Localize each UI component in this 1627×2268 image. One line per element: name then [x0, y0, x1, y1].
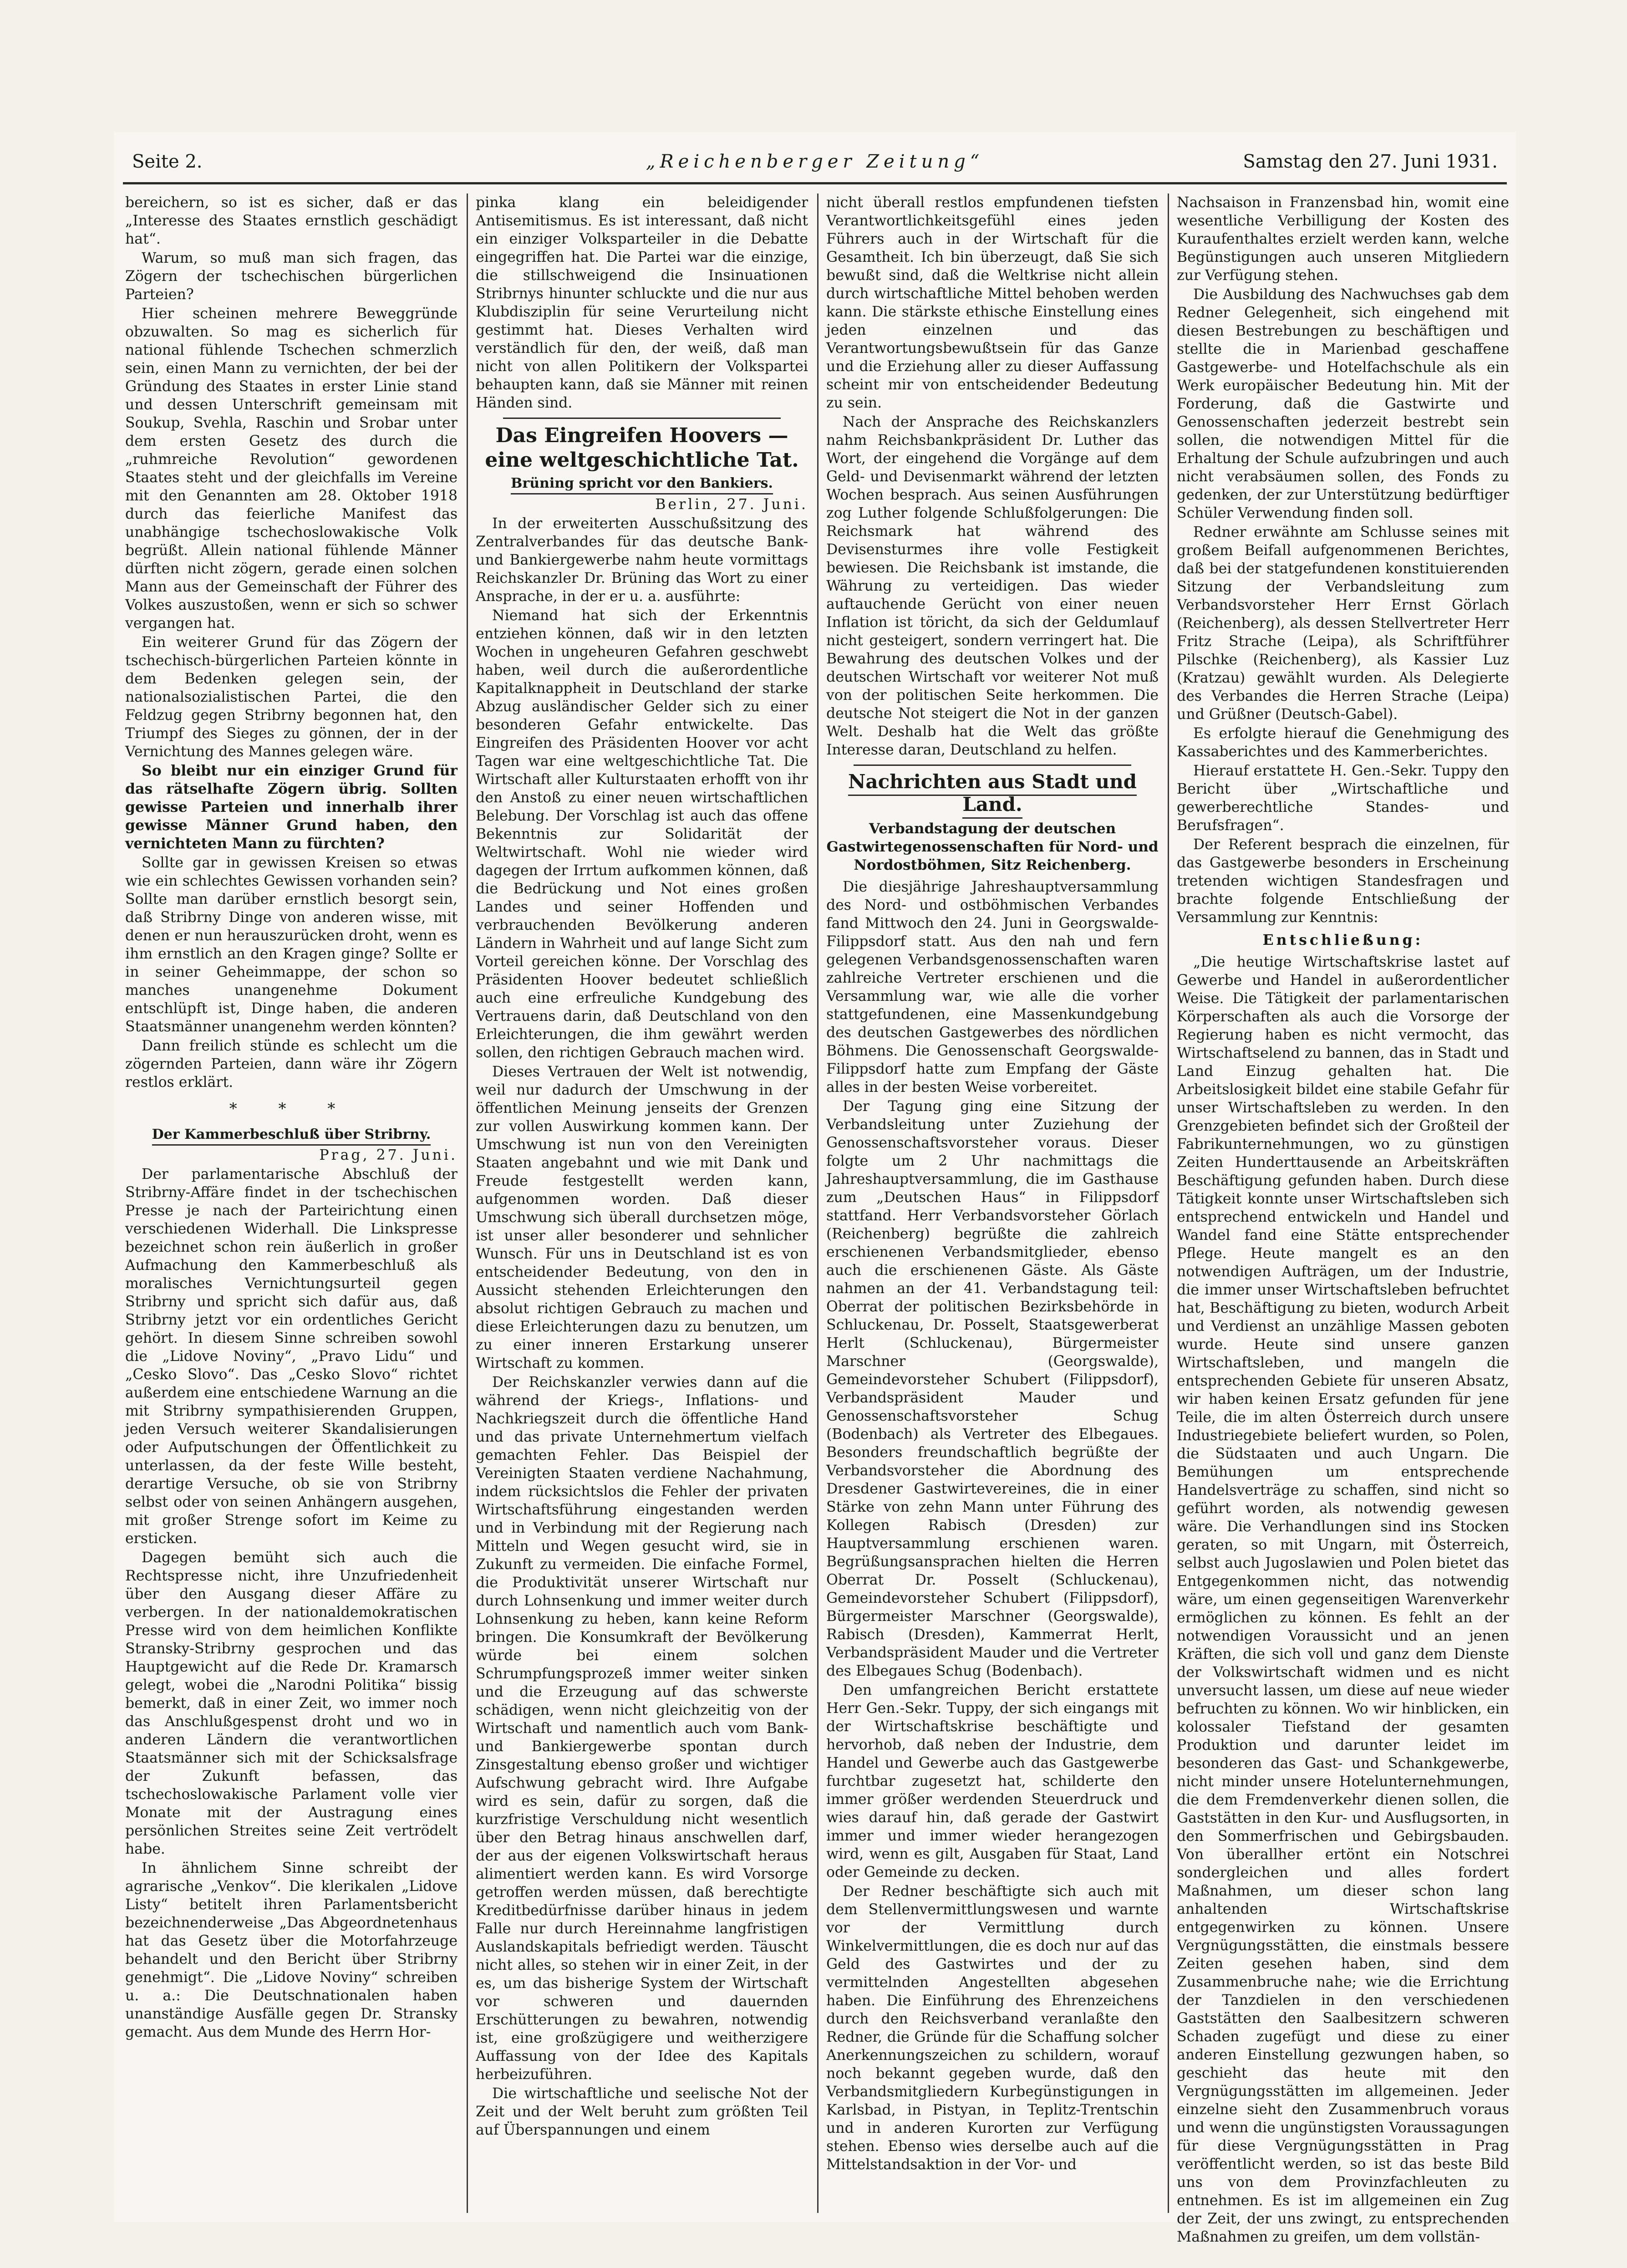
- dateline: Berlin, 27. Juni.: [655, 496, 808, 513]
- column-divider: [467, 194, 468, 2213]
- column-4: [1177, 194, 1509, 2245]
- paragraph: Hierauf erstattete H. Gen.-Sekr. Tuppy den Bericht über „Wirtschaftliche und gewerberechtliche Standes- und Berufsfragen“.: [1177, 763, 1509, 834]
- article-heading: Das Eingreifen Hoovers — eine weltgeschichtliche Tat.: [485, 424, 799, 472]
- dateline: Prag, 27. Juni.: [319, 1147, 458, 1163]
- page-header: [132, 146, 1498, 178]
- section-heading: [826, 770, 1159, 816]
- resolution-heading: Entschließung:: [1262, 932, 1424, 948]
- paragraph: Sollte gar in gewissen Kreisen so etwas wie ein schlechtes Gewissen vorhanden sein? Sollte man darüber ernstlich besorgt sein, daß Stribrny Dinge von anderen wisse, mit denen er nun herauszurücken droht, wenn es ihm ernstlich an den Kragen ginge? Sollte er in seiner Geheimmappe, der schon so manches unangenehme Dokument entschlüpft ist, Dinge haben, die anderen Staatsmänner unangenehm werden könnten?: [125, 855, 458, 1035]
- paragraph: Der Redner beschäftigte sich auch mit dem Stellenvermittlungswesen und warnte vor der Vermittlung durch Winkelvermittlungen, die es doch nur auf das Geld des Gastwirtes und der zu vermittelnden Angestellten abgesehen haben. Die Einführung des Ehrenzeichens durch den Reichsverband veranlaßte den Redner, die Gründe für die Schaffung solcher Anerkennungszeichen zu schildern, worauf noch bekannt gegeben wurde, daß den Verbandsmitgliedern Kurbegünstigungen in Karlsbad, in Pistyan, in Teplitz-Trentschin und in anderen Kurorten zur Verfügung stehen. Ebenso wies derselbe auch auf die Mittelstandsaktion in der Vor- und: [826, 1883, 1159, 2173]
- column-1: [125, 194, 458, 2213]
- paragraph: Die Ausbildung des Nachwuchses gab dem Redner Gelegenheit, sich eingehend mit diesen Bestrebungen zu beschäftigen und stellte die in Marienbad geschaffene Gastgewerbe- und Hotelfachschule als ein Werk europäischer Bedeutung hin. Mit der Forderung, daß die Gastwirte und Genossenschaften jederzeit bestrebt sein sollen, die notwendigen Mittel für die Erhaltung der Schule aufzubringen und auch nicht verabsäumen sollen, des Fonds zu gedenken, der zur Unterstützung bedürftiger Schüler Verwendung finden soll.: [1177, 286, 1509, 521]
- paragraph: Niemand hat sich der Erkenntnis entziehen können, daß wir in den letzten Wochen in ungeheuren Gefahren geschwebt haben, weil durch die außerordentliche Kapitalknappheit in Deutschland der starke Abzug ausländischer Gelder sich zu einer besonderen Gefahr entwickelte. Das Eingreifen des Präsidenten Hoover vor acht Tagen war eine weltgeschichtliche Tat. Die Wirtschaft aller Kulturstaaten erhofft von ihr den Anstoß zu einer neuen wirtschaftlichen Belebung. Der Vorschlag ist auch das offene Bekenntnis zur Solidarität der Weltwirtschaft. Wohl nie wieder wird dagegen der Irrtum aufkommen können, daß die Bedrückung und Not eines großen Landes und seiner Hoffenden und verbrauchenden Bevölkerung anderen Ländern in Wahrheit und auf lange Sicht zum Vorteil gereichen könne. Der Vorschlag des Präsidenten Hoover bedeutet schließlich auch eine erfreuliche Kundgebung des Vertrauens darin, daß Deutschland von den Erleichterungen, die ihm gewährt werden sollen, den richtigen Gebrauch machen wird.: [476, 607, 808, 1061]
- section-heading-text: Nachrichten aus Stadt und Land.: [848, 770, 1137, 819]
- masthead: „Reichenberger Zeitung“: [646, 151, 984, 172]
- paragraph: In der erweiterten Ausschußsitzung des Zentralverbandes für das deutsche Bank- und Bankiergewerbe nahm heute vormittags Reichskanzler Dr. Brüning das Wort zu einer Ansprache, in der er u. a. ausführte:: [476, 515, 808, 605]
- section-rule: [854, 764, 1131, 766]
- paragraph: Dagegen bemüht sich auch die Rechtspresse nicht, ihre Unzufriedenheit über den Ausgang dieser Affäre zu verbergen. In der nationaldemokratischen Presse wird von dem heimlichen Konflikte Stransky-Stribrny gesprochen und das Hauptgewicht auf die Rede Dr. Kramarsch gelegt, wobei die „Narodni Politika“ bissig bemerkt, daß in einer Zeit, wo immer noch das Anschlußgespenst droht und wo in anderen Ländern die verantwortlichen Staatsmänner sich mit der Schicksalsfrage der Zukunft befassen, das tschechoslowakische Parlament volle vier Monate mit der Austragung eines persönlichen Streites seine Zeit vertrödelt habe.: [125, 1549, 458, 1857]
- newspaper-page: [114, 132, 1516, 2245]
- paragraph: Warum, so muß man sich fragen, das Zögern der tschechischen bürgerlichen Parteien?: [125, 250, 458, 303]
- article-heading-text: Der Kammerbeschluß über Stribrny.: [152, 1126, 431, 1146]
- article-subheading: [476, 474, 808, 493]
- issue-date: Samstag den 27. Juni 1931.: [1243, 151, 1498, 172]
- paragraph: In ähnlichem Sinne schreibt der agrarische „Venkov“. Die klerikalen „Lidove Listy“ betitelt ihren Parlamentsbericht bezeichnenderweise „Das Abgeordnetenhaus hat das Gesetz über die Motorfahrzeuge behandelt und den Bericht über Stribrny genehmigt“. Die „Lidove Noviny“ schreiben u. a.: Die Deutschnationalen haben unanständige Ausfälle gegen Dr. Stransky gemacht. Aus dem Munde des Herrn Hor-: [125, 1860, 458, 2040]
- header-rule: [123, 182, 1507, 184]
- paragraph: Dann freilich stünde es schlecht um die zögernden Parteien, dann wäre ihr Zögern restlos erklärt.: [125, 1038, 458, 1091]
- paragraph: Der Referent besprach die einzelnen, für das Gastgewerbe besonders in Erscheinung tretenden wichtigen Standesfragen und brachte folgende Entschließung der Versammlung zur Kenntnis:: [1177, 836, 1509, 926]
- paragraph: Es erfolgte hierauf die Genehmigung des Kassaberichtes und des Kammerberichtes.: [1177, 725, 1509, 760]
- paragraph: Die wirtschaftliche und seelische Not der Zeit und der Welt beruht zum größten Teil auf Überspannungen und einem: [476, 2085, 808, 2138]
- column-divider: [1168, 194, 1169, 2213]
- paragraph: Nachsaison in Franzensbad hin, womit eine wesentliche Verbilligung der Kosten des Kuraufenthaltes erzielt werden kann, welche Begünstigungen auch unseren Mitgliedern zur Verfügung stehen.: [1177, 194, 1509, 284]
- article-subheading-text: Brüning spricht vor den Bankiers.: [511, 475, 773, 494]
- paragraph: Der Tagung ging eine Sitzung der Verbandsleitung unter Zuziehung der Genossenschaftsvorsteher voraus. Dieser folgte um 2 Uhr nachmittags die Jahreshauptversammlung, die im Gasthause zum „Deutschen Haus“ in Filippsdorf stattfand. Herr Verbandsvorsteher Görlach (Reichenberg) begrüßte die zahlreich erschienenen Verbandsmitglieder, ebenso auch die erschienenen Gäste. Als Gäste nahmen an der 41. Verbandstagung teil: Oberrat der politischen Bezirksbehörde in Schluckenau, Dr. Posselt, Staatsgewerberat Herlt (Schluckenau), Bürgermeister Marschner (Georgswalde), Gemeindevorsteher Schubert (Filippsdorf), Verbandspräsident Mauder und Genossenschaftsvorsteher Schug (Bodenbach) als Vertreter des Elbegaues. Besonders freundschaftlich begrüßte der Verbandsvorsteher die Abordnung des Dresdener Gastwirtevereines, die in einer Stärke von zehn Mann unter Führung des Kollegen Rabisch (Dresden) zur Hauptversammlung erschienen waren. Begrüßungsansprachen hielten die Herren Oberrat Dr. Posselt (Schluckenau), Gemeindevorsteher Schubert (Filippsdorf), Bürgermeister Marschner (Georgswalde), Rabisch (Dresden), Kammerrat Herlt, Verbandspräsident Mauder und die Vertreter des Elbegaues Schug (Bodenbach).: [826, 1098, 1159, 1679]
- paragraph: Der parlamentarische Abschluß der Stribrny-Affäre findet in der tschechischen Presse je nach der Parteirichtung einen verschiedenen Widerhall. Die Linkspresse bezeichnet schon rein äußerlich in großer Aufmachung den Kammerbeschluß als moralisches Vernichtungsurteil gegen Stribrny und spricht sich dafür aus, daß Stribrny jetzt vor ein ordentliches Gericht gehört. In diesem Sinne schreiben sowohl die „Lidove Noviny“, „Pravo Lidu“ und „Cesko Slovo“. Das „Cesko Slovo“ richtet außerdem eine entschiedene Warnung an die mit Stribrny sympathisierenden Gruppen, jeden Versuch weiterer Skandalisierungen oder Aufputschungen der Öffentlichkeit zu unterlassen, da der feste Wille besteht, derartige Versuche, ob sie von Stribrny selbst oder von seinen Anhängern ausgehen, mit großer Strenge sofort im Keime zu ersticken.: [125, 1166, 458, 1547]
- paragraph: Nach der Ansprache des Reichskanzlers nahm Reichsbankpräsident Dr. Luther das Wort, der eingehend die Vorgänge auf dem Geld- und Devisenmarkt während der letzten Wochen besprach. Aus seinen Ausführungen zog Luther folgende Schlußfolgerungen: Die Reichsmark hat während des Devisensturmes ihre volle Festigkeit bewiesen. Die Reichsbank ist imstande, die Währung zu verteidigen. Das wieder auftauchende Gerücht von einer neuen Inflation ist töricht, da sich der Geldumlauf nicht gesteigert, sondern verringert hat. Die Bewahrung des deutschen Volkes und der deutschen Wirtschaft vor weiterer Not muß von der politischen Seite herkommen. Die deutsche Not steigert die Not in der ganzen Welt. Deshalb hat die Welt das größte Interesse daran, Deutschland zu helfen.: [826, 414, 1159, 758]
- paragraph: Ein weiterer Grund für das Zögern der tschechisch-bürgerlichen Parteien könnte in dem Bedenken gelegen sein, der nationalsozialistischen Partei, die den Feldzug gegen Stribrny begonnen hat, den Triumpf des Sieges zu gönnen, der in der Vernichtung des Mannes gelegen wäre.: [125, 634, 458, 760]
- paragraph: pinka klang ein beleidigender Antisemitismus. Es ist interessant, daß nicht ein einziger Volksparteiler in die Debatte eingegriffen hat. Die Partei war die einzige, die stillschweigend die Insinuationen Stribrnys hinunter schluckte und die nur aus Klubdisziplin für seine Verurteilung nicht gestimmt hat. Dieses Verhalten wird verständlich für den, der weiß, daß man nicht von allen Politikern der Volkspartei behaupten kann, daß sie Männer mit reinen Händen sind.: [476, 194, 808, 411]
- article-heading: Verbandstagung der deutschen Gastwirtegenossenschaften für Nord- und Nordostböhmen, Sitz Reichenberg.: [826, 821, 1159, 873]
- paragraph: Dieses Vertrauen der Welt ist notwendig, weil nur dadurch der Umschwung in der öffentlichen Meinung jenseits der Grenzen zur vollen Auswirkung kommen kann. Der Umschwung ist nun von den Vereinigten Staaten angebahnt und wie mit Dank und Freude festgestellt werden kann, aufgenommen worden. Daß dieser Umschwung sich überall durchsetzen möge, ist unser aller besonderer und sehnlicher Wunsch. Für uns in Deutschland ist es von entscheidender Bedeutung, von den in Aussicht stehenden Erleichterungen den absolut richtigen Gebrauch zu machen und diese Erleichterungen dazu zu benutzen, um zu einer inneren Erstarkung unserer Wirtschaft zu kommen.: [476, 1064, 808, 1371]
- article-heading: [125, 1126, 458, 1143]
- section-rule: [503, 418, 781, 419]
- paragraph: So bleibt nur ein einziger Grund für das rätselhafte Zögern übrig. Sollten gewisse Parteien und innerhalb ihrer gewisse Männer Grund haben, den vernichteten Mann zu fürchten?: [125, 762, 458, 852]
- column-3: [826, 194, 1159, 2213]
- paragraph: Der Reichskanzler verwies dann auf die während der Kriegs-, Inflations- und Nachkriegszeit durch die öffentliche Hand und das private Unternehmertum vielfach gemachten Fehler. Das Beispiel der Vereinigten Staaten verdiene Nachahmung, indem rücksichtslos die Fehler der privaten Wirtschaftsführung eingestanden werden und in Verbindung mit der Regierung nach Mitteln und Wegen gesucht wird, sie in Zukunft zu vermeiden. Die einfache Formel, die Produktivität unserer Wirtschaft nur durch Lohnsenkung und immer weiter durch Lohnsenkung zu heben, kann keine Reform bringen. Die Konsumkraft der Bevölkerung würde bei einem solchen Schrumpfungsprozeß immer weiter sinken und die Erzeugung auf das schwerste schädigen, wenn nicht gleichzeitig von der Wirtschaft und namentlich auch vom Bank- und Bankiergewerbe spontan durch Zinsgestaltung ebenso großer und wichtiger Aufschwung gebracht wird. Ihre Aufgabe wird es sein, dafür zu sorgen, daß die kurzfristige Verschuldung nicht wesentlich über den Betrag hinaus anschwellen darf, der aus der eigenen Volkswirtschaft heraus alimentiert werden kann. Es wird Vorsorge getroffen werden müssen, daß berechtigte Kreditbedürfnisse darüber hinaus in jedem Falle nur durch Hereinnahme langfristigen Auslandskapitals befriedigt werden. Täuscht nicht alles, so stehen wir in einer Zeit, in der es, um das bisherige System der Wirtschaft vor schweren und dauernden Erschütterungen zu bewahren, notwendig ist, eine großzügigere und weitherzigere Auffassung von der Idee des Kapitals herbeizuführen.: [476, 1374, 808, 2083]
- paragraph: bereichern, so ist es sicher, daß er das „Interesse des Staates ernstlich geschädigt hat“.: [125, 194, 458, 247]
- paragraph: Den umfangreichen Bericht erstattete Herr Gen.-Sekr. Tuppy, der sich eingangs mit der Wirtschaftskrise beschäftigte und hervorhob, daß neben der Industrie, dem Handel und Gewerbe auch das Gastgewerbe furchtbar zugesetzt hat, schilderte den immer größer werdenden Steuerdruck und wies darauf hin, daß gerade der Gastwirt immer und immer wieder herangezogen wird, wenn es gilt, Ausgaben für Staat, Land oder Gemeinde zu decken.: [826, 1682, 1159, 1881]
- section-separator: * * *: [229, 1100, 354, 1118]
- column-2: [476, 194, 808, 2213]
- page-number: Seite 2.: [132, 151, 203, 172]
- paragraph: Die diesjährige Jahreshauptversammlung des Nord- und ostböhmischen Verbandes fand Mittwoch den 24. Juni in Georgswalde-Filippsdorf statt. Aus den nah und fern gelegenen Verbandsgenossenschaften waren zahlreiche Vertreter erschienen und die Versammlung war, wie alle die vorher stattgefundenen, eine Massenkundgebung des deutschen Gastgewerbes des nördlichen Böhmens. Die Genossenschaft Georgswalde-Filippsdorf hatte zum Empfang der Gäste alles in der besten Weise vorbereitet.: [826, 879, 1159, 1096]
- paragraph: „Die heutige Wirtschaftskrise lastet auf Gewerbe und Handel in außerordentlicher Weise. Die Tätigkeit der parlamentarischen Körperschaften als auch die Vorsorge der Regierung haben es nicht vermocht, das Wirtschaftselend zu bannen, das in Stadt und Land Einzug gehalten hat. Die Arbeitslosigkeit bildet eine stabile Gefahr für unser Wirtschaftsleben zu werden. In den Grenzgebieten befindet sich der Großteil der Fabrikunternehmungen, wo zu günstigen Zeiten Hunderttausende an Arbeitskräften Beschäftigung gefunden haben. Durch diese Tätigkeit konnte unser Wirtschaftsleben sich entsprechend entwickeln und Handel und Wandel fand eine Stätte entsprechender Pflege. Heute mangelt es an den notwendigen Aufträgen, um der Industrie, die immer unser Wirtschaftsleben befruchtet hat, Beschäftigung zu bieten, wodurch Arbeit und Verdienst an unzählige Massen geboten wurde. Heute sind unsere ganzen Wirtschaftsleben, und mangeln die entsprechenden Gebiete für unseren Absatz, wir haben keinen Ersatz gefunden für jene Teile, die im alten Österreich durch unsere Industriegebiete beliefert wurden, so Polen, die Südstaaten und auch Ungarn. Die Bemühungen um entsprechende Handelsverträge zu schaffen, sind nicht so geführt worden, als notwendig gewesen wäre. Die Verhandlungen sind ins Stocken geraten, so mit Ungarn, mit Österreich, selbst auch Jugoslawien und Polen bietet das Entgegenkommen nicht, das notwendig wäre, um einen gegenseitigen Warenverkehr ermöglichen zu können. Es fehlt an der notwendigen Voraussicht und an jenen Kräften, die sich voll und ganz dem Dienste der Volkswirtschaft widmen und es nicht unversucht lassen, um diese auf neue wieder befruchten zu können. Wo wir hinblicken, ein kolossaler Tiefstand der gesamten Produktion und darunter leidet im besonderen das Gast- und Schankgewerbe, nicht minder unsere Hotelunternehmungen, die dem Fremdenverkehr dienen sollen, die Gaststätten in den Kur- und Ausflugsorten, in den Sommerfrischen und Gebirgsbauden. Von überallher ertönt ein Notschrei sondergleichen und alles fordert Maßnahmen, um dieser schon lang anhaltenden Wirtschaftskrise entgegenwirken zu können. Unsere Vergnügungsstätten, die einstmals bessere Zeiten gesehen haben, sind dem Zusammenbruche nahe; wie die Errichtung der Tanzdielen in den verschiedenen Gaststätten den Saalbesitzern schweren Schaden zugefügt und diese zu einer anderen Einstellung gezwungen haben, so geschieht das heute mit den Vergnügungsstätten im allgemeinen. Jeder einzelne sieht den Zusammenbruch voraus und wenn die ungünstigsten Voraussagungen für diese Vergnügungsstätten in Prag veröffentlicht werden, so ist das beste Bild uns von dem Provinzfachleuten zu entnehmen. Es ist im allgemeinen ein Zug der Zeit, der uns zwingt, zu entsprechenden Maßnahmen zu greifen, um dem vollstän-: [1177, 954, 1509, 2245]
- paragraph: nicht überall restlos empfundenen tiefsten Verantwortlichkeitsgefühl eines jeden Führers auch in der Wirtschaft für die Gesamtheit. Ich bin überzeugt, daß Sie sich bewußt sind, daß die Weltkrise nicht allein durch wirtschaftliche Mittel behoben werden kann. Die stärkste ethische Einstellung eines jeden einzelnen und das Verantwortungsbewußtsein für das Ganze und die Erziehung aller zu dieser Auffassung scheint mir von entscheidender Bedeutung zu sein.: [826, 194, 1159, 411]
- paragraph: Redner erwähnte am Schlusse seines mit großem Beifall aufgenommenen Berichtes, daß bei der statgefundenen konstituierenden Sitzung der Verbandsleitung zum Verbandsvorsteher Herr Ernst Görlach (Reichenberg), als dessen Stellvertreter Herr Fritz Strache (Leipa), als Schriftführer Pilschke (Reichenberg), als Kassier Luz (Kratzau) gewählt wurden. Als Delegierte des Verbandes die Herren Strache (Leipa) und Grüßner (Deutsch-Gabel).: [1177, 524, 1509, 723]
- column-divider: [817, 194, 819, 2213]
- paragraph: Hier scheinen mehrere Beweggründe obzuwalten. So mag es sicherlich für national fühlende Tschechen schmerzlich sein, einen Mann zu vernichten, der bei der Gründung des Staates in erster Linie stand und dessen Unterschrift gemeinsam mit Soukup, Svehla, Raschin und Srobar unter dem ersten Gesetz des durch die „ruhmreiche Revolution“ gewordenen Staates steht und der gleichfalls im Vereine mit den Genannten am 28. Oktober 1918 durch das feierliche Manifest das unabhängige tschechoslowakische Volk begrüßt. Allein national fühlende Männer dürften nicht zögern, gerade einen solchen Mann aus der Gemeinschaft der Führer des Volkes auszustoßen, wenn er sich so schwer vergangen hat.: [125, 306, 458, 632]
